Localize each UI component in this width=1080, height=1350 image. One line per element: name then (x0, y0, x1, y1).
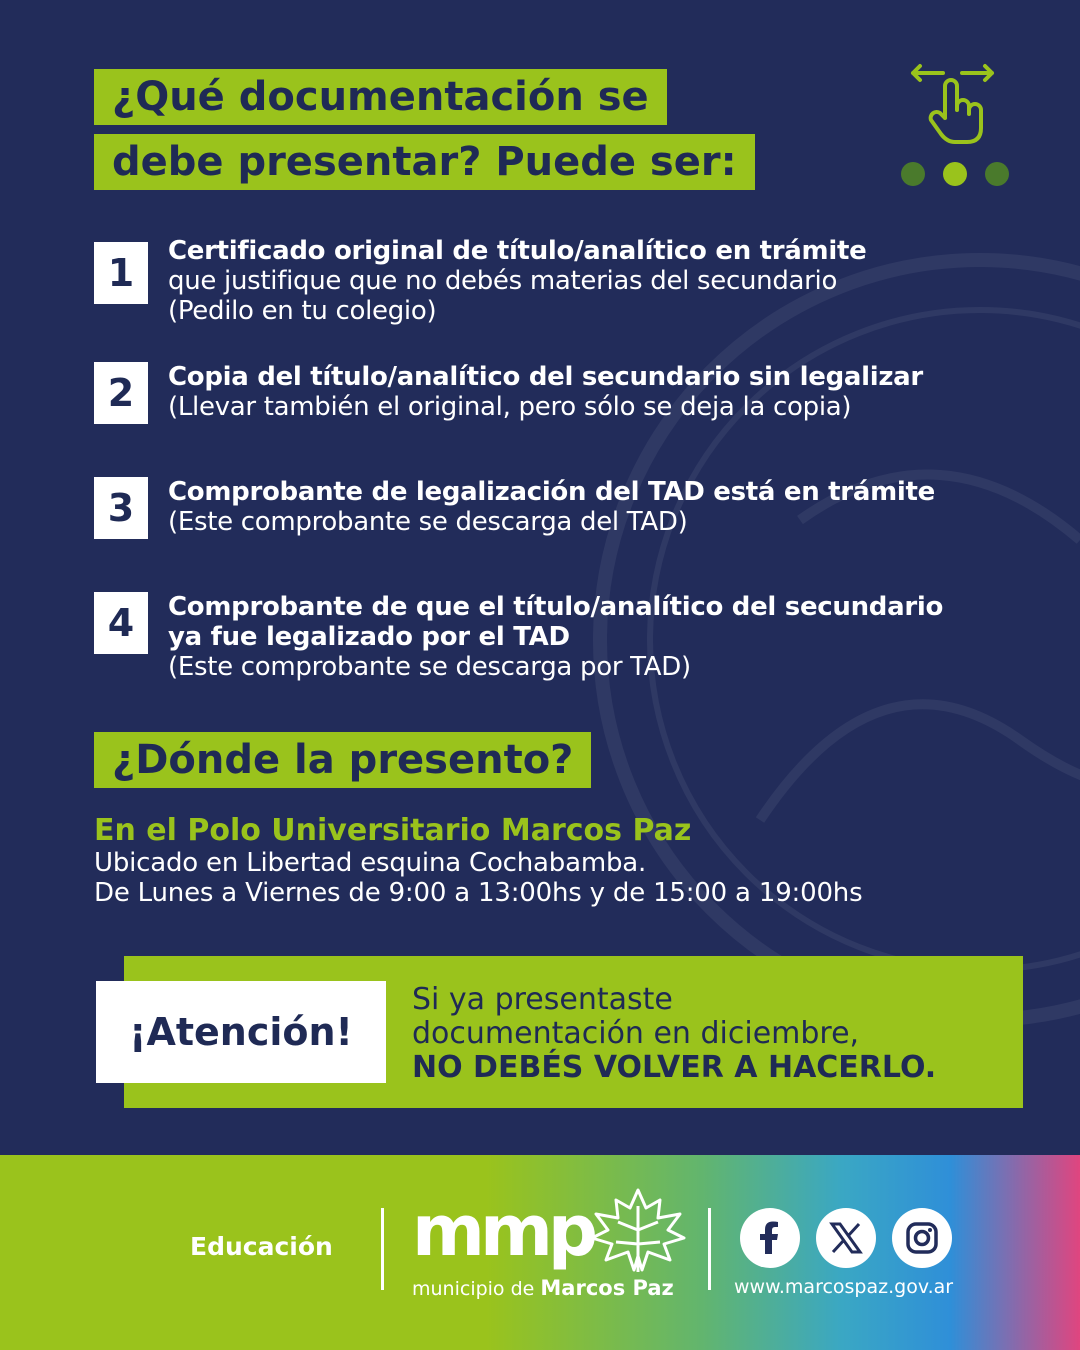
mmp-logo-text: mmp (412, 1190, 593, 1272)
carousel-dot-active (943, 162, 967, 186)
item-number: 1 (94, 242, 148, 304)
item-title: ya fue legalizado por el TAD (168, 622, 570, 652)
attention-line-2: documentación en diciembre, (412, 1016, 860, 1051)
page-title-line-1: ¿Qué documentación se (94, 69, 667, 125)
attention-label: ¡Atención! (96, 981, 386, 1083)
item-title: Comprobante de legalización del TAD está en trámite (168, 477, 935, 507)
item-description: que justifique que no debés materias del secundario (168, 266, 838, 296)
municipality-name-bold: Marcos Paz (540, 1276, 674, 1300)
social-links (740, 1208, 952, 1268)
item-description: (Llevar también el original, pero sólo se deja la copia) (168, 392, 852, 422)
attention-message (412, 983, 936, 1085)
carousel-dots (901, 162, 1009, 186)
website-link[interactable]: www.marcospaz.gov.ar (734, 1276, 954, 1298)
footer-divider (708, 1208, 711, 1290)
where-place: En el Polo Universitario Marcos Paz (94, 813, 692, 848)
item-number: 4 (94, 592, 148, 654)
leaf-logo-icon (588, 1186, 688, 1276)
page-title-line-2: debe presentar? Puede ser: (94, 134, 755, 190)
carousel-dot (901, 162, 925, 186)
item-number: 2 (94, 362, 148, 424)
attention-line-1: Si ya presentaste (412, 982, 673, 1017)
x-icon[interactable] (816, 1208, 876, 1268)
attention-line-3: NO DEBÉS VOLVER A HACERLO. (412, 1050, 937, 1085)
footer-divider (381, 1208, 384, 1290)
where-heading: ¿Dónde la presento? (94, 732, 591, 788)
item-number: 3 (94, 477, 148, 539)
item-title: Comprobante de que el título/analítico del secundario (168, 592, 944, 622)
where-hours: De Lunes a Viernes de 9:00 a 13:00hs y de 15:00 a 19:00hs (94, 878, 863, 908)
footer-section-label: Educación (190, 1232, 333, 1261)
item-description: (Este comprobante se descarga del TAD) (168, 507, 688, 537)
instagram-icon[interactable] (892, 1208, 952, 1268)
facebook-icon[interactable] (740, 1208, 800, 1268)
where-address: Ubicado en Libertad esquina Cochabamba. (94, 848, 647, 878)
municipality-name: municipio de Marcos Paz (412, 1276, 674, 1300)
item-description: (Este comprobante se descarga por TAD) (168, 652, 691, 682)
carousel-dot (985, 162, 1009, 186)
item-title: Certificado original de título/analítico en trámite (168, 236, 867, 266)
swipe-hand-icon (905, 58, 1000, 153)
item-title: Copia del título/analítico del secundario sin legalizar (168, 362, 923, 392)
item-description: (Pedilo en tu colegio) (168, 296, 437, 326)
